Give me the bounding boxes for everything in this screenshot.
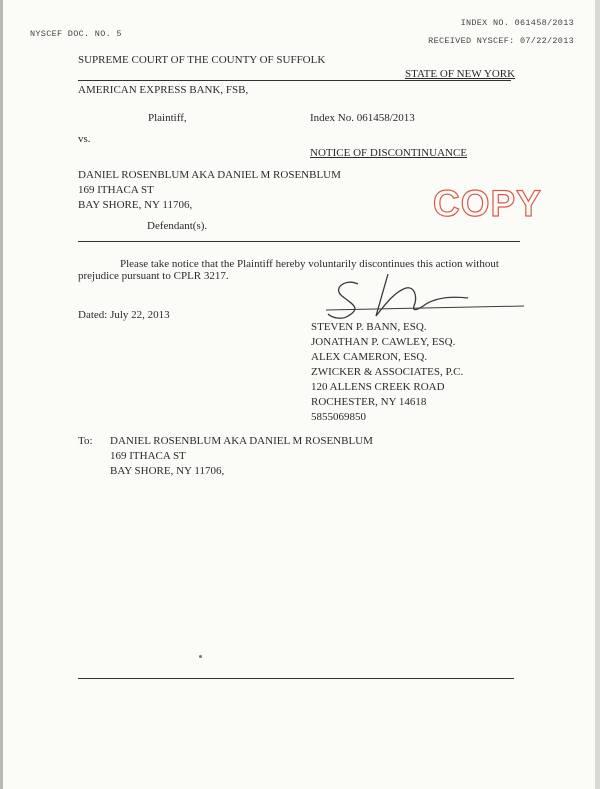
caption-top-rule bbox=[78, 80, 511, 81]
defendant-line: DANIEL ROSENBLUM AKA DANIEL M ROSENBLUM bbox=[78, 169, 341, 181]
dated-line: Dated: July 22, 2013 bbox=[78, 309, 170, 321]
notice-body-line-1: Please take notice that the Plaintiff hereby voluntarily discontinues this action without bbox=[120, 258, 499, 270]
versus-label: vs. bbox=[78, 133, 91, 145]
attorney-line: ROCHESTER, NY 14618 bbox=[311, 396, 427, 408]
scan-speck bbox=[199, 655, 202, 658]
attorney-signature bbox=[318, 266, 528, 324]
scan-left-edge bbox=[0, 0, 3, 789]
caption-bottom-rule bbox=[78, 241, 520, 242]
attorney-line: JONATHAN P. CAWLEY, ESQ. bbox=[311, 336, 456, 348]
scan-right-edge bbox=[595, 0, 600, 789]
index-number: Index No. 061458/2013 bbox=[310, 112, 415, 124]
attorney-line: STEVEN P. BANN, ESQ. bbox=[311, 321, 427, 333]
attorney-line: 120 ALLENS CREEK ROAD bbox=[311, 381, 445, 393]
defendant-label: Defendant(s). bbox=[147, 220, 208, 232]
attorney-line: ZWICKER & ASSOCIATES, P.C. bbox=[311, 366, 464, 378]
plaintiff-label: Plaintiff, bbox=[148, 112, 187, 124]
notice-title: NOTICE OF DISCONTINUANCE bbox=[310, 147, 468, 159]
recipient-line: BAY SHORE, NY 11706, bbox=[110, 465, 225, 477]
notice-body-line-2: prejudice pursuant to CPLR 3217. bbox=[78, 270, 229, 282]
to-label: To: bbox=[78, 435, 93, 447]
nyscef-doc-number: NYSCEF DOC. NO. 5 bbox=[30, 29, 122, 39]
received-stamp: RECEIVED NYSCEF: 07/22/2013 bbox=[428, 36, 574, 46]
recipient-line: DANIEL ROSENBLUM AKA DANIEL M ROSENBLUM bbox=[110, 435, 373, 447]
attorney-block bbox=[311, 320, 463, 425]
court-state: STATE OF NEW YORK bbox=[405, 68, 516, 80]
recipient-address-block bbox=[110, 434, 373, 479]
court-name: SUPREME COURT OF THE COUNTY OF SUFFOLK bbox=[78, 54, 326, 66]
recipient-line: 169 ITHACA ST bbox=[110, 450, 186, 462]
plaintiff-name: AMERICAN EXPRESS BANK, FSB, bbox=[78, 84, 249, 96]
defendant-line: 169 ITHACA ST bbox=[78, 184, 154, 196]
defendant-line: BAY SHORE, NY 11706, bbox=[78, 199, 193, 211]
footer-rule bbox=[78, 678, 514, 679]
index-number-stamp: INDEX NO. 061458/2013 bbox=[460, 18, 574, 28]
defendant-address-block bbox=[78, 168, 341, 213]
copy-stamp: COPY bbox=[433, 183, 542, 224]
attorney-line: 5855069850 bbox=[311, 411, 366, 423]
attorney-line: ALEX CAMERON, ESQ. bbox=[311, 351, 428, 363]
